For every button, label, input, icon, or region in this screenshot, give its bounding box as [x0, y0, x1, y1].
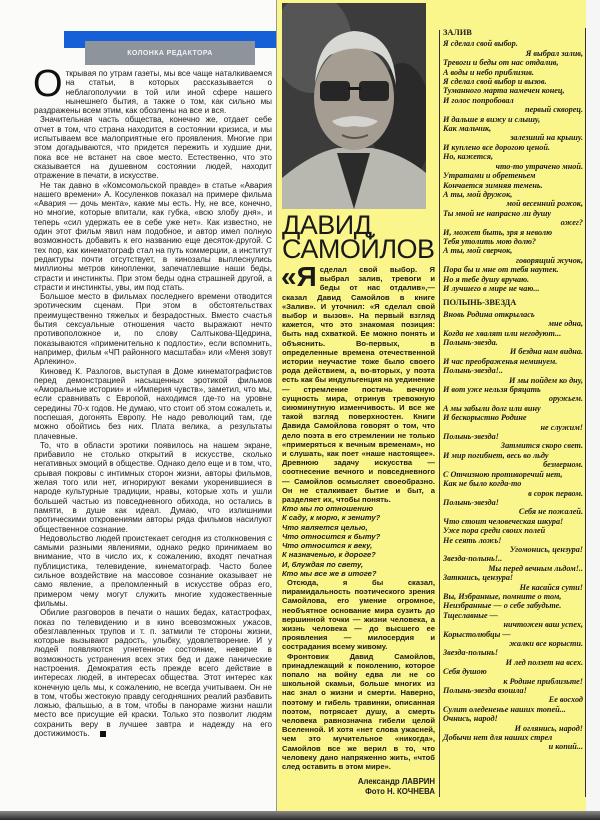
poem-title: ПОЛЫНЬ-ЗВЕЗДА: [443, 298, 517, 308]
poems-column: [443, 3, 583, 797]
poem-line: И, может быть, зря я неволю: [443, 227, 553, 237]
drop-cap: О: [33, 63, 63, 105]
poem-line: Затмится скоро свет.: [500, 441, 583, 451]
poet-name-heading: [282, 210, 440, 264]
poem-line: Что стоит человеческая шкура!: [443, 516, 564, 526]
poem-line: Ты мной не напрасно ли душу: [443, 208, 552, 218]
poem-line: Но, кажется,: [443, 152, 494, 162]
poem-line: Тебя утолить мою долю?: [443, 236, 537, 246]
column-header: [85, 41, 255, 65]
poem-line: И дальше я вижу и слышу,: [443, 114, 541, 124]
poem-line: Как мальчик,: [443, 124, 492, 134]
article-paragraph: Не так давно в «Комсомольской правде» в статье «Авария нашего времени» А. Косуленков показал на примере фильма «Авария — дочь мента», какие мы есть. Ну, не все, конечно, но многие, которые впитали, как губка, «всю злобу дня», и теперь «сил удержать ее в себе уже нет». Как известно, не один этот фильм явил нам подобное, и автор имел полную возможность добавить к его названию еще десяток-другой. С тех пор, как кинематограф стал на путь коммерции, а институт редактуры почти отсутствует, в кинозалы выплеснулись миллионы метров кинопленки, запечатлевшие наши беды, страсти и инстинкты. При этом беды одна страшней другой, а страсти и инстинкты, увы, им под стать.: [34, 180, 272, 292]
poem-line: Пора бы и мне от тебя наутек.: [443, 265, 559, 275]
poem-line: Звезда-полынь!: [443, 648, 499, 658]
poem-line: А мы забыли долг или вину: [443, 403, 541, 413]
poem-line: Неизбранные — о себе забудьте.: [443, 601, 562, 611]
poem-line: Ее восход: [548, 695, 583, 705]
poem-line: Кончается зимняя темень.: [443, 180, 543, 190]
poem-line: оружьем.: [548, 394, 583, 404]
feature-column: [282, 3, 437, 797]
poet-last-name: САМОЙЛОВ: [282, 234, 435, 264]
column-header-title: КОЛОНКА РЕДАКТОРА: [127, 49, 213, 57]
poem-line: И лучшего в мире не чаю...: [443, 283, 540, 293]
article-paragraph: [33, 63, 272, 116]
poem-line: А воды и небо приблизив.: [443, 67, 534, 77]
byline: [282, 777, 435, 797]
poem-line: И час преображенья неминуем.: [443, 356, 558, 366]
article-paragraph: Значительная часть общества, конечно же, отдает себе отчет в том, что страна находится в состоянии кризиса, и мы испытываем все малоприятные его проявления. Многие при этом догадываются, что придется пережить и худшие дни, пока все не встанет на свое место. Естественно, что это сказывается на душевном состоянии людей, находит отражение в печати, в искусстве.: [34, 115, 272, 181]
poem-line: Очнись, народ!: [443, 714, 498, 724]
poem-line: И куплено все дорогою ценой.: [443, 142, 550, 152]
author-portrait-photo: [282, 3, 426, 209]
poem-line: С Отчизною противоречий нет,: [443, 469, 563, 479]
poem-line: Полынь-звезда!: [443, 432, 499, 442]
article-paragraph: То, что в области эротики появилось на нашем экране, прибавило не столько открытий в искусстве, сколько негативных эмоций в обществе. Однако дело еще и в том, что, срывая покровы с интимных сторон жизни, авторы фильмов, желая того или нет, игнорируют веками укоренившиеся в народе культурные традиции, нравы, которые хоть и ушли большей частью из повседневного обихода, но остались в памяти, в душе как идеал. Думаю, что излишними эротическими откровениями авторы ряда фильмов насилуют общественное сознание.: [34, 440, 272, 534]
poet-first-name: ДАВИД: [282, 210, 372, 240]
poem-title: ЗАЛИВ: [443, 28, 472, 37]
feature-panel: [277, 0, 586, 811]
feature-article: [281, 261, 435, 771]
feature-paragraph: Фронтовик Давид Самойлов, принадлежащий к поколению, которое попало на войну едва ли не со школьной скамьи, больше многих из нас знал о жизни и смерти. Наверно, поэтому и гибель травинки, описанная поэтом, потрясает душу, а смерть человека равнозначна гибели целой Вселенной. И хотя «нет слова ужасней, чем это мучительное «никогда», Самойлов все же верил в то, что человеку дано напряженно жить, «чтоб след оставить в этом мире».: [282, 651, 435, 771]
verse-line: К назначенью, к дороге?: [282, 550, 376, 560]
poem-line: Добычи нет для наших стрел: [443, 733, 553, 743]
poem-line: Вновь Родина открылась: [443, 309, 535, 319]
poem-line: Когда не хвалят или негодуют...: [443, 328, 562, 338]
article-paragraph: Большое место в фильмах последнего времени отводится эротическим сценам. При этом в обстоятельствах преимущественно тяжелых и безрадостных. Вместо счастья бытия сексуальные отношения часто выражают нечто противоположное и, по слову Салтыкова-Щедрина, показываются «применительно к подлости», если вспомнить, например, фильм «ЧП районного масштаба» или «Меня зовут Арлекино».: [34, 292, 272, 367]
verse-line: К саду, к морю, к зениту?: [282, 513, 381, 523]
article-paragraph-text: Обилие разговоров в печати о наших бедах, катастрофах, показ по телевидению и в кино всевозможных ужасов, обезглавленных трупов и т. п. затмили те стороны жизни, которые вызывают радость, улыбку, удовлетворение. И у людей появляются угнетенное состояние, неверие в возможность устранения всех этих бед и даже панические настроения. Демократия есть прежде всего действие в интересах людей, в интересах общества. Этот интерес как конечную цель мы, к сожалению, не всегда учитываем. Он не в том, чтобы жестокую правду сегодняшних реалий разбавить ложью, фальшью, а в том, чтобы в панораме жизни нашли место все присущие ей краски. Только это позволит людям сохранить веру в лучшее завтра и надежду на его достижимость.: [34, 608, 272, 739]
poem-line: Вы, Избранные, помните о том,: [443, 591, 562, 601]
poem-line: Тревоги и беды от нас отдалив,: [443, 58, 559, 68]
poem-line: мой весенний рожок,: [506, 199, 583, 209]
poem-line: Сулит оледененье наших топей...: [443, 704, 566, 714]
poem-line: ожег?: [560, 218, 583, 228]
page-margin: [586, 0, 600, 811]
poem-line: И оглянись, народ!: [514, 723, 583, 733]
poem-line: И бездна нам видна.: [509, 347, 583, 357]
poem-line: к Родине приблизьте!: [503, 676, 583, 686]
verse-line: И, блуждая по свету,: [282, 559, 364, 569]
quote-drop-cap: «Я: [281, 261, 317, 292]
editorial-column: [0, 0, 276, 811]
photo-credit: Фото Н. КОЧНЕВА: [365, 787, 435, 797]
poem-line: Заткнись, цензура!: [443, 573, 514, 583]
poem-line: безмерном.: [543, 460, 583, 470]
end-of-article-mark: [100, 731, 106, 737]
editorial-article: [33, 63, 272, 739]
article-paragraph: Киновед К. Разлогов, выступая в Доме кинематографистов перед демонстрацией насыщенных эротикой фильмов «Аморальные истории» и «Империя чувств», заметил, что мы, если сравнивать с Европой, находимся где-то на уровне середины 70-х годов. Не думаю, что стоит об этом сожалеть и, поспешая, догонять Европу. Не надо революций там, где можно обойтись без них. Плата велика, а результаты плачевные.: [34, 366, 272, 441]
poem-line: Но я тебе душу вручаю.: [443, 274, 530, 284]
poem-line: жалки все корысти.: [509, 639, 583, 648]
author-name: Александр ЛАВРИН: [357, 777, 435, 787]
page-bottom-edge: [0, 811, 600, 820]
poem-line: И мы пойдем ко дну,: [509, 375, 583, 385]
poem-line: мне одна,: [548, 319, 583, 329]
poem-line: Себя не пожалей.: [518, 507, 583, 517]
poem-line: не служим!: [540, 422, 583, 432]
poem-line: И вот уже нельзя бряцать: [443, 385, 541, 395]
poem-line: Тщеславные —: [443, 610, 498, 620]
article-paragraph: [34, 608, 272, 738]
poem-line: Мы перед вечным льдом!..: [488, 563, 583, 573]
poem-line: Я выбрал залив,: [525, 48, 583, 58]
poem-line: Себя душою: [443, 667, 487, 677]
poem-line: Уже пора среди своих полей: [443, 526, 546, 536]
portrait-illustration: [282, 3, 426, 209]
poem-line: Как не было когда-то: [443, 479, 522, 489]
verse-line: Что относится к веку,: [282, 541, 373, 551]
poem-line: А ты, мой сверчок,: [443, 246, 513, 256]
poem-line: Угомонись, цензура!: [509, 544, 583, 554]
poem-line: И бескорыстно Родине: [443, 413, 527, 423]
column-divider: [585, 28, 586, 797]
column-divider: [439, 30, 440, 797]
poem-line: Полынь-звезда.: [443, 338, 498, 347]
feature-lead-text: сделал свой выбор. Я выбрал залив, тревоги и беды от нас отдалив»,— сказал Давид Самойлов в книге «Залив». И уточнил: «Я сделал свой выбор и вызов». На первый взгляд кажется, что это знакомая позиция: быть над схваткой. Ее можно понять и объяснить. Во-первых, в определенные времена отечественной истории неучастие тоже было своего рода действием, а, во-вторых, у поэта есть как бы индульгенция на уединение — стремление постичь вечную сущность мира, отринув тревожную сиюминутную изменчивость. И все же такой взгляд поверхностен. Книги Давида Самойлова говорят о том, что дело поэта в его стремлении не только «примеряться к вечным временам», но и слушать, как поет «наше настоящее». Древнюю задачу искусства — соотнесение вечного и повседневного — Самойлов осмысляет своеобразно. Он не сталкивает бытие и быт, а разделяет их, чтобы понять.: [282, 265, 435, 505]
poem-line: говорящий жучок,: [516, 255, 583, 265]
poem-line: и копий...: [548, 742, 583, 752]
verse-line: Что относится к быту?: [282, 531, 381, 541]
poem-line: Полынь-звезда!: [443, 497, 499, 507]
poem-line: Полынь-звезда!..: [443, 366, 503, 376]
poem-line: в сорок первом.: [528, 488, 583, 498]
verse-line: Кто мы по отношению: [282, 504, 374, 514]
poem-line: И лед ползет на всех.: [505, 657, 583, 667]
poem-line: Утратами и обретеньем: [443, 171, 536, 181]
column-header-block: [64, 31, 276, 67]
poem-line: И мир погибнет, весь во льду: [443, 450, 549, 460]
poem-line: Я сделал свой выбор.: [443, 39, 518, 49]
poem-line: Я сделал свой выбор и вызов.: [443, 77, 547, 87]
poem-line: ничтожен ваш успех,: [503, 620, 583, 630]
poem-line: что-то утрачено мной.: [495, 161, 583, 171]
poem-line: Звезда-полынь!..: [443, 554, 503, 564]
poem-line: первый скворец.: [525, 105, 583, 115]
poem-line: залезший на крышу.: [510, 133, 583, 143]
poem-line: Полынь-звезда взошла!: [443, 686, 527, 696]
poem-line: Корыстолюбцы —: [443, 629, 511, 639]
poem-line: Не сеять ложь!: [443, 535, 502, 545]
feature-lead-paragraph: [281, 261, 435, 505]
poem-line: А ты, мой дружок,: [443, 189, 513, 199]
feature-paragraph: Отсюда, я бы сказал, пирамидальность поэтического зрения Самойлова, его умение огромное, необъятное основание мира сузить до вершинной точки — жизни человека, а жизнь человека — до высшего ее проявления — милосердия и сострадания всему живому.: [282, 577, 435, 652]
article-paragraph: Недовольство людей проистекает сегодня из столкновения с самыми разными явлениями, однако редко принимаем во внимание, что в число их, к сожалению, входят печатная публицистика, телевидение, кинематограф. Часто более сильное воздействие на массовое сознание оказывает не само явление, а преломленный в искусстве образ его, примером чему могут служить многие художественные фильмы.: [34, 533, 272, 608]
poem-line: Не касайся сути!: [519, 582, 583, 592]
article-paragraph-text: ткрывая по утрам газеты, мы все чаще наталкиваемся на статьи, в которых рассказывается о неблагополучии в той или иной сфере нашего нынешнего бытия, а также о том, как сильно мы раздражены всем этим, как обозлены на все и вся.: [34, 69, 272, 116]
verse-line: Кто мы все же в итоге?: [282, 568, 377, 578]
poem-line: И голос попробовал: [443, 95, 514, 105]
quoted-verse: [282, 504, 435, 578]
verse-line: Что является целью,: [282, 522, 368, 532]
poem-line: Туманного марта намечен конец,: [443, 86, 565, 96]
